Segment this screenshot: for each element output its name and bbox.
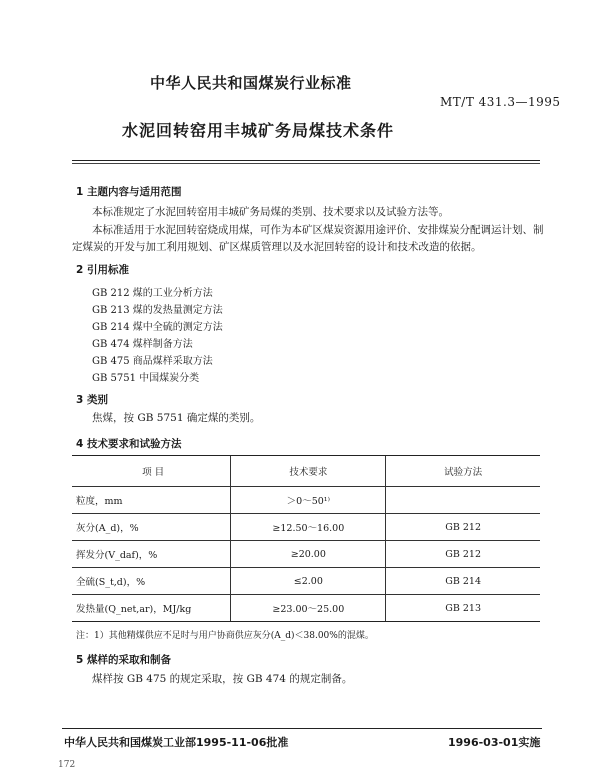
cell-requirement: ≤2.00 [231,568,386,595]
cell-requirement: ≥23.00～25.00 [231,595,386,622]
cell-requirement: ≥12.50～16.00 [231,514,386,541]
standard-number: MT/T 431.3—1995 [440,95,561,109]
cell-item: 灰分(A_d)，% [72,514,231,541]
cell-item: 挥发分(V_daf)，% [72,541,231,568]
table-row [72,487,540,514]
table-row [72,568,540,595]
reference-item: GB 474 煤样制备方法 [92,339,193,350]
reference-item: GB 5751 中国煤炭分类 [92,373,200,384]
table-row [72,541,540,568]
cell-test-method [386,487,540,514]
section-1-para-2-line-1: 本标准适用于水泥回转窑烧成用煤，可作为本矿区煤炭资源用途评价、安排煤炭分配调运计划、制 [92,224,544,236]
section-2-heading: 2 引用标准 [76,264,129,276]
section-4-heading: 4 技术要求和试验方法 [76,438,182,450]
cell-item: 全硫(S_t,d)，% [72,568,231,595]
section-5-heading: 5 煤样的采取和制备 [76,654,171,666]
section-3-heading: 3 类别 [76,394,108,406]
cell-test-method: GB 212 [386,514,540,541]
implementation-date: 1996-03-01实施 [448,736,541,749]
table-row [72,514,540,541]
cell-test-method: GB 212 [386,541,540,568]
section-1-heading: 1 主题内容与适用范围 [76,186,182,198]
section-3-para-1: 焦煤，按 GB 5751 确定煤的类别。 [92,412,261,424]
cell-requirement: ＞0～50¹⁾ [231,487,386,514]
cell-test-method: GB 213 [386,595,540,622]
page-number: 172 [58,760,76,770]
cell-item: 粒度，mm [72,487,231,514]
section-5-para-1: 煤样按 GB 475 的规定采取，按 GB 474 的规定制备。 [92,673,353,685]
technical-requirements-table [72,455,540,622]
reference-item: GB 212 煤的工业分析方法 [92,288,213,299]
table-header-row [72,456,540,487]
document-title: 水泥回转窑用丰城矿务局煤技术条件 [122,121,395,140]
table-row [72,595,540,622]
header-item: 项 目 [72,456,231,487]
header-rule-thin [72,163,540,164]
cell-requirement: ≥20.00 [231,541,386,568]
section-1-para-2-line-2: 定煤炭的开发与加工利用规划、矿区煤质管理以及水泥回转窑的设计和技术改造的依据。 [72,241,482,253]
header-requirement: 技术要求 [231,456,386,487]
reference-item: GB 213 煤的发热量测定方法 [92,305,223,316]
reference-item: GB 475 商品煤样采取方法 [92,356,213,367]
header-rule [72,160,540,161]
cell-test-method: GB 214 [386,568,540,595]
reference-item: GB 214 煤中全硫的测定方法 [92,322,223,333]
section-1-para-1: 本标准规定了水泥回转窑用丰城矿务局煤的类别、技术要求以及试验方法等。 [92,206,449,218]
industry-standard-header: 中华人民共和国煤炭行业标准 [150,74,352,92]
footer-rule [62,728,542,729]
approval-line: 中华人民共和国煤炭工业部1995-11-06批准 [64,736,289,749]
table-footnote: 注：1）其他精煤供应不足时与用户协商供应灰分(A_d)＜38.00%的混煤。 [76,631,374,641]
cell-item: 发热量(Q_net,ar)，MJ/kg [72,595,231,622]
header-test-method: 试验方法 [386,456,540,487]
